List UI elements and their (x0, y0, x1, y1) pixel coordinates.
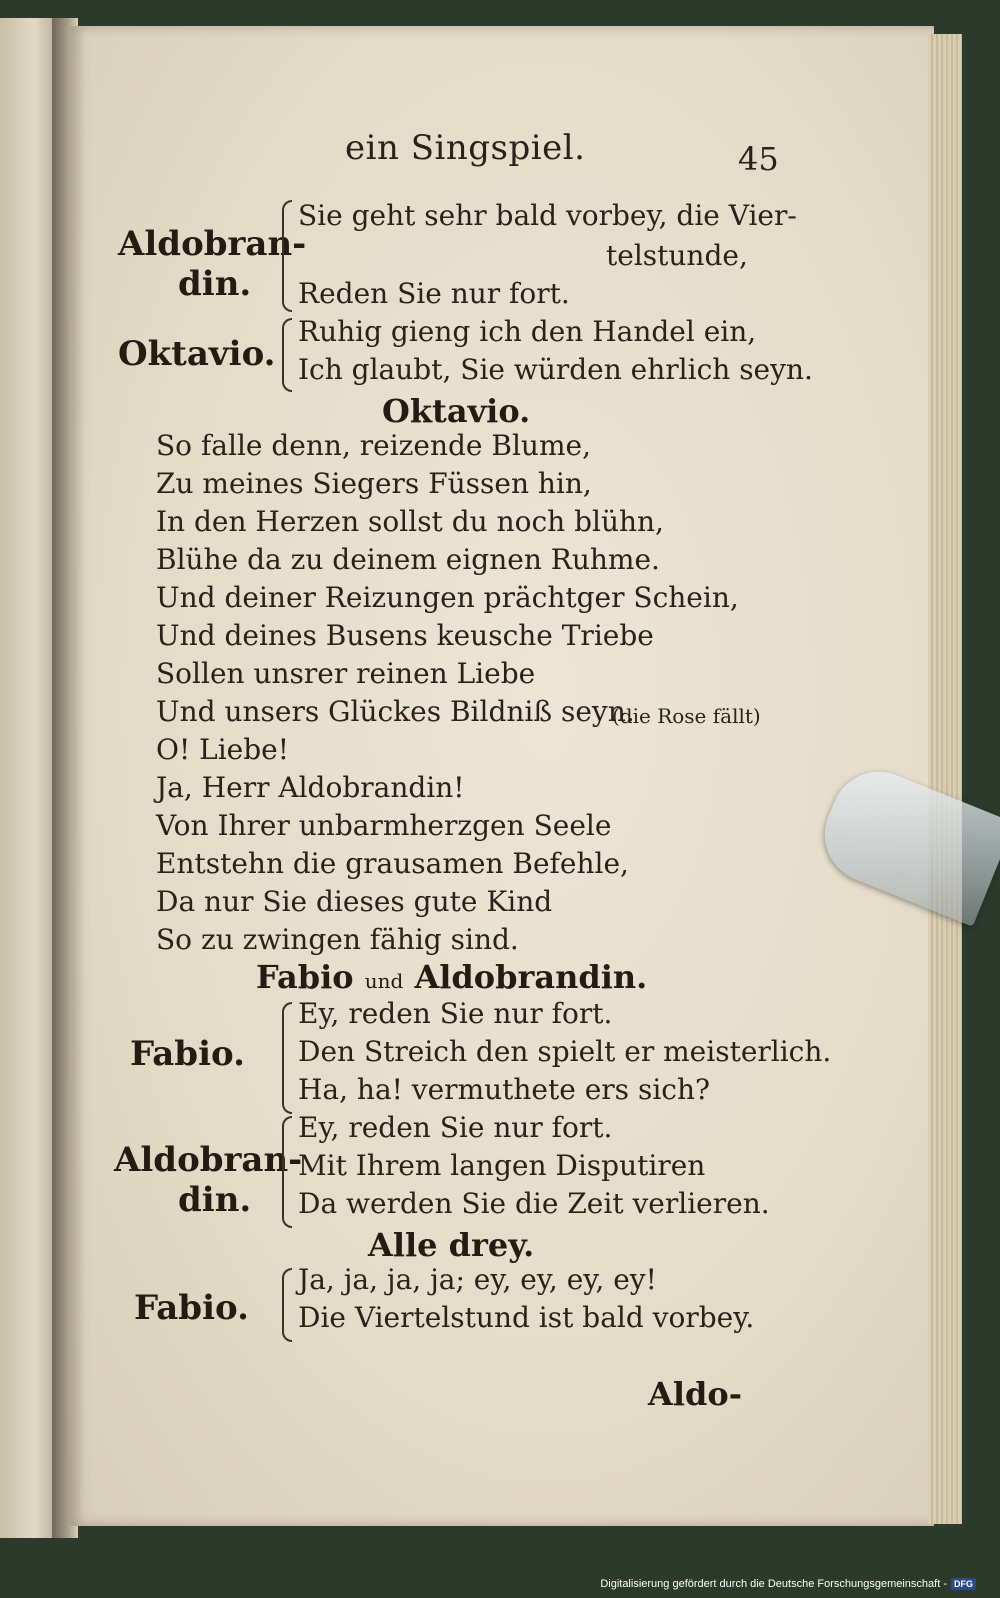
verse-line: Ja, ja, ja, ja; ey, ey, ey, ey! (298, 1263, 657, 1296)
heading-conjunction: und (364, 969, 404, 993)
verse-line: Ey, reden Sie nur fort. (298, 997, 613, 1030)
brace (282, 1002, 292, 1114)
brace (282, 1116, 292, 1228)
verse-line: Sie geht sehr bald vorbey, die Vier- (298, 199, 797, 232)
verse-line: Ha, ha! vermuthete ers sich? (298, 1073, 711, 1106)
credit-text: Digitalisierung gefördert durch die Deutsche Forschungsgemeinschaft - (600, 1578, 947, 1590)
speaker-aldobrandin-cont: din. (178, 1180, 252, 1220)
verse-line: Zu meines Siegers Füssen hin, (156, 467, 592, 500)
heading-name-aldobrandin: Aldobrandin. (414, 958, 648, 996)
verse-line: Da werden Sie die Zeit verlieren. (298, 1187, 770, 1220)
verse-line: Den Streich den spielt er meisterlich. (298, 1035, 832, 1068)
verse-line: Die Viertelstund ist bald vorbey. (298, 1301, 755, 1334)
page-number: 45 (738, 140, 779, 178)
verse-line: Von Ihrer unbarmherzgen Seele (156, 809, 612, 842)
verse-line: telstunde, (606, 239, 748, 272)
brace (282, 1268, 292, 1342)
verse-line: Blühe da zu deinem eignen Ruhme. (156, 543, 660, 576)
brace (282, 318, 292, 392)
verse-line: Ruhig gieng ich den Handel ein, (298, 315, 757, 348)
speaker-oktavio: Oktavio. (118, 334, 276, 374)
verse-line: Sollen unsrer reinen Liebe (156, 657, 536, 690)
stage-direction: (die Rose fällt) (612, 704, 761, 728)
verse-line: O! Liebe! (156, 733, 289, 766)
dfg-logo: DFG (951, 1578, 976, 1590)
brace (282, 200, 292, 312)
verse-line: Da nur Sie dieses gute Kind (156, 885, 553, 918)
running-title: ein Singspiel. (345, 128, 586, 168)
verse-line: Reden Sie nur fort. (298, 277, 570, 310)
speaker-fabio: Fabio. (130, 1034, 245, 1074)
verse-line: In den Herzen sollst du noch blühn, (156, 505, 664, 538)
speaker-aldobrandin: Aldobran- (114, 1140, 303, 1180)
verse-line: Ey, reden Sie nur fort. (298, 1111, 613, 1144)
catchword: Aldo- (648, 1375, 742, 1413)
speaker-heading-trio: Alle drey. (368, 1226, 535, 1264)
verse-line: Und deines Busens keusche Triebe (156, 619, 654, 652)
verse-line: So falle denn, reizende Blume, (156, 429, 591, 462)
speaker-heading-duet (256, 958, 647, 996)
verse-line: Und unsers Glückes Bildniß seyn. (156, 695, 635, 728)
verse-line: Mit Ihrem langen Disputiren (298, 1149, 706, 1182)
digitization-credit (600, 1578, 976, 1590)
verse-line: Ich glaubt, Sie würden ehrlich seyn. (298, 353, 813, 386)
verse-line: Entstehn die grausamen Befehle, (156, 847, 629, 880)
left-page-edge (0, 18, 58, 1538)
verse-line: Ja, Herr Aldobrandin! (156, 771, 465, 804)
verse-line: So zu zwingen fähig sind. (156, 923, 519, 956)
heading-name-fabio: Fabio (256, 958, 354, 996)
speaker-heading-oktavio: Oktavio. (382, 392, 531, 430)
speaker-aldobrandin: Aldobran- (118, 224, 307, 264)
verse-line: Und deiner Reizungen prächtger Schein, (156, 581, 739, 614)
speaker-aldobrandin-cont: din. (178, 264, 252, 304)
page-stack-edge (928, 34, 962, 1524)
speaker-fabio: Fabio. (134, 1288, 249, 1328)
